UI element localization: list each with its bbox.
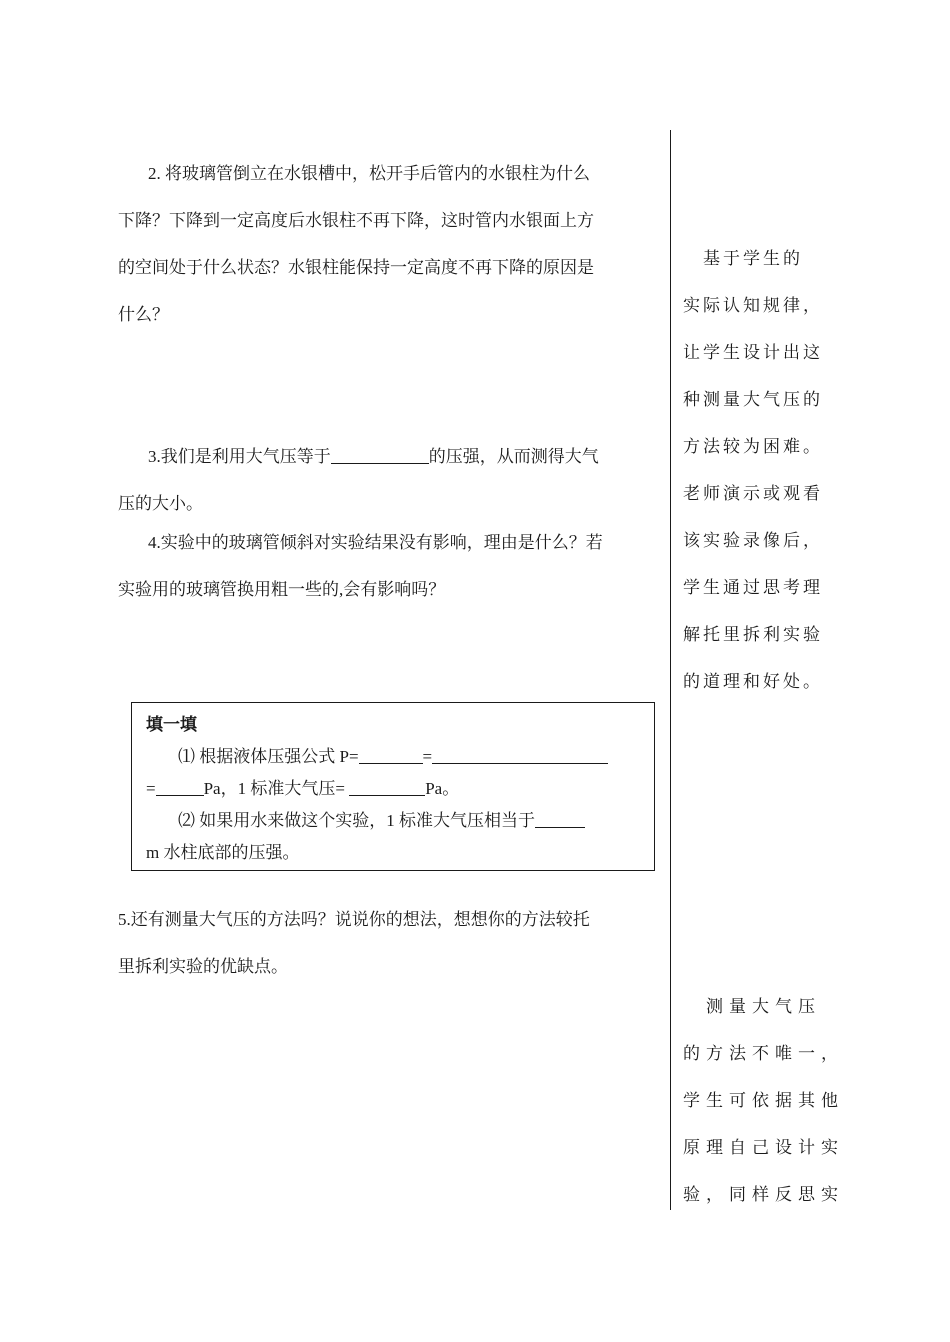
q4-line-2: 实验用的玻璃管换用粗一些的,会有影响吗？ — [118, 580, 446, 599]
note1-line-10: 的道理和好处。 — [683, 672, 823, 692]
q3-text-a: 3.我们是利用大气压等于 — [148, 447, 331, 466]
question-4 — [118, 519, 663, 613]
note1-line-4: 种测量大气压的 — [683, 390, 823, 410]
q2-line-4: 什么？ — [118, 305, 169, 324]
fill-item-1-line-2 — [146, 773, 640, 805]
fill-in-box — [131, 702, 655, 871]
note2-line-2: 的方法不唯一， — [683, 1044, 844, 1064]
q3-text-b: 的压强，从而测得大气 — [428, 447, 599, 466]
fill-blank-3[interactable] — [156, 777, 204, 796]
fill-box-title: 填一填 — [146, 715, 197, 734]
main-column — [118, 150, 663, 613]
teaching-note-2 — [683, 984, 844, 1219]
note1-line-8: 学生通过思考理 — [683, 578, 823, 598]
question-2 — [118, 150, 663, 338]
note1-line-1: 基于学生的 — [683, 249, 803, 269]
fill-item-1-text-a: ⑴ 根据液体压强公式 P= — [178, 747, 359, 766]
note2-line-4: 原理自己设计实 — [683, 1138, 844, 1158]
fill-item-2-line-1 — [146, 805, 640, 837]
q5-line-2: 里拆利实验的优缺点。 — [118, 957, 288, 976]
note1-line-6: 老师演示或观看 — [683, 484, 823, 504]
question-5 — [118, 896, 663, 990]
fill-item-1-text-e: Pa。 — [425, 779, 460, 798]
note2-line-5: 验，同样反思实 — [683, 1185, 844, 1205]
note1-line-7: 该实验录像后， — [683, 531, 823, 551]
fill-blank-1[interactable] — [359, 745, 423, 764]
fill-item-1-text-c: = — [146, 779, 156, 798]
q5-line-1: 5.还有测量大气压的方法吗？说说你的想法，想想你的方法较托 — [118, 910, 590, 929]
note2-line-1: 测量大气压 — [683, 997, 821, 1017]
fill-blank-2[interactable] — [432, 745, 608, 764]
fill-blank-4[interactable] — [349, 777, 425, 796]
q3-blank[interactable] — [331, 445, 429, 464]
fill-item-1-text-b: = — [422, 747, 433, 766]
question-3 — [118, 433, 663, 527]
fill-item-1-text-d: Pa，1 标准大气压= — [203, 779, 350, 798]
note1-line-9: 解托里拆利实验 — [683, 625, 823, 645]
note2-line-3: 学生可依据其他 — [683, 1091, 844, 1111]
column-divider — [670, 130, 671, 1210]
fill-item-1-line-1 — [146, 741, 640, 773]
q3-line-1 — [118, 433, 663, 480]
fill-item-2-text-a: ⑵ 如果用水来做这个实验，1 标准大气压相当于 — [178, 811, 535, 830]
note1-line-2: 实际认知规律， — [683, 296, 823, 316]
fill-blank-5[interactable] — [535, 809, 585, 828]
q2-line-1: 2. 将玻璃管倒立在水银槽中，松开手后管内的水银柱为什么 — [148, 164, 590, 183]
teaching-note-1 — [683, 236, 833, 706]
q4-line-1: 4.实验中的玻璃管倾斜对实验结果没有影响，理由是什么？若 — [148, 533, 603, 552]
note1-line-5: 方法较为困难。 — [683, 437, 823, 457]
q2-line-3: 的空间处于什么状态？水银柱能保持一定高度不再下降的原因是 — [118, 258, 594, 277]
fill-item-2-line-2: m 水柱底部的压强。 — [146, 843, 300, 862]
q3-line-2: 压的大小。 — [118, 494, 203, 513]
note1-line-3: 让学生设计出这 — [683, 343, 823, 363]
q2-line-2: 下降？下降到一定高度后水银柱不再下降，这时管内水银面上方 — [118, 211, 594, 230]
